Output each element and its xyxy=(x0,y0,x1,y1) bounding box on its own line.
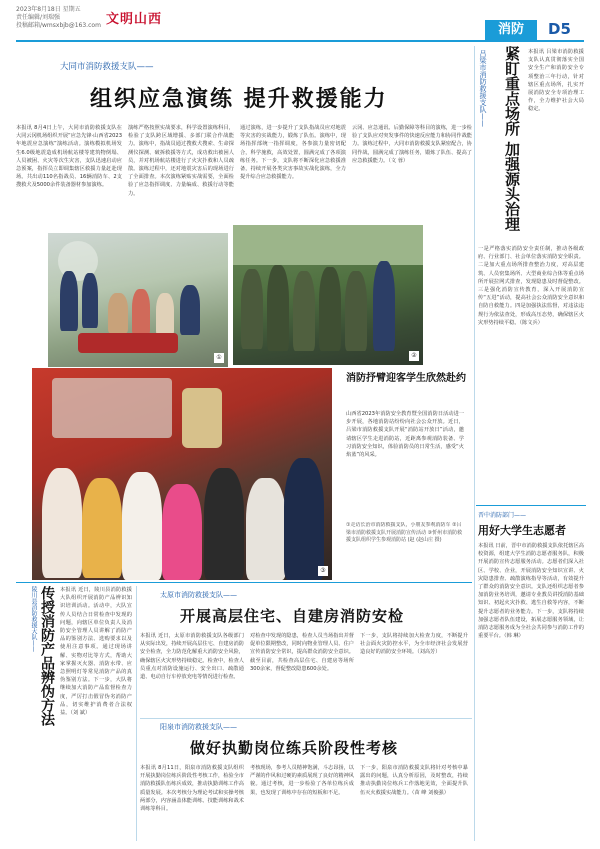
top-article-title: 组织应急演练 提升救援能力 xyxy=(90,87,388,112)
photo-captions: ①走访长治市消防救援支队，小朋友参观消防车 ②吕梁市消防救援支队开展消防宣传活动 ③忻州市消防救援支队组织学生参观消防站 (赵 (赵山庄 摄) xyxy=(346,522,463,544)
side-article-body: 山西省2023年消防安全教育暨全国消防日活动进一步开展，各地消防站纷纷向社会公众开放。近日，吕梁市消防救援支队开展“消防站开放日”活动，邀请辖区学生走进消防站，近距离参观消防装备、学习消防安全知识，体验消防员的日常生活，感受“火焰蓝”的风采。 xyxy=(346,411,464,459)
mid-article-1-kicker: 太原市消防救援支队—— xyxy=(160,591,237,599)
brand-logo: 文明山西 xyxy=(106,12,163,27)
right-separator xyxy=(476,505,586,506)
mid-article-2-title: 做好执勤岗位练兵阶段性考核 xyxy=(190,739,399,757)
lower-left-body: 本报讯 近日，陵川县消防救援大队组织开展消防产品辨识知识培训活动。活动中，大队宣传人员结合日常检查中发现的问题，向辖区单位负责人及消防安全管理人员讲解了消防产品的鉴别方法、选购要求以及使用注意事项。通过现场讲解、实物对比等方式，帮助大家掌握灭火器、消防水带、应急照明灯等常见消防产品的真伪鉴别方法。下一步，大队将继续加大消防产品监督检查力度，严厉打击假冒伪劣消防产品，切实维护消费者合法权益。（刘 斌） xyxy=(60,587,132,717)
photo-2 xyxy=(233,225,423,365)
mid-article-1-col-3: 下一步，支队将持续加大检查力度，不断提升社会面火灾防控水平，为全市经济社会发展营造良好的消防安全环境。（刘高芳） xyxy=(360,633,468,656)
right-kicker-text: 吕梁市消防救援支队—— xyxy=(479,50,487,127)
top-article-col-d: 云冈、应急通讯、后勤保障等科目的演练，进一步检验了支队应对突发事件的快速反应能力和协同作战能力。演练过程中，大同市消防救援支队紧密配合，协同作战，圆满完成了演练任务，锻炼了队伍、提高了应急救援能力。（文 蓉） xyxy=(352,125,472,164)
side-article-title: 消防抒臂迎客学生欣然赴约 xyxy=(346,373,466,384)
right-body-2: 一是严格落实消防安全责任制，推动各级政府、行业部门、社会单位落实消防安全职责。二是加大重点场所排查整治力度，对高层建筑、人员密集场所、大型商业综合体等重点场所开展拉网式排查，发现隐患及时督促整改。三是强化消防宣传教育，深入开展消防宣传“五进”活动，提高社会公众消防安全意识和自防自救能力。四是加强执法监督，对违法违规行为依法查处，形成高压态势，确保辖区火灾形势持续平稳。（陈文兵） xyxy=(478,246,584,326)
mid-article-2-col-1: 本报讯 8月11日，阳泉市消防救援支队组织开展执勤岗位练兵阶段性考核工作，检验全市消防救援队伍练兵成效，推动执勤训练工作高质量发展。本次考核分为理论考试和实操考核两部分，内容涵盖体能训练、技能训练和战术训练等科目。 xyxy=(140,765,244,813)
mid-article-2-kicker: 阳泉市消防救援支队—— xyxy=(160,723,237,731)
issue-date: 2023年8月18日 星期五 xyxy=(16,6,81,13)
photo-2-number: ② xyxy=(409,351,419,361)
mid-article-2-col-2: 考核现场，参考人员精神饱满，斗志昂扬，以严谨的作风和过硬的素质展现了良好的精神风貌。通过考核，进一步检验了各单位练兵成果，也发现了训练中存在的短板和不足。 xyxy=(250,765,354,796)
side-article xyxy=(346,372,468,580)
right-body-3: 本报讯 日前，晋中市消防救援支队依托辖区高校资源，组建大学生消防志愿者服务队，积极开展消防宣传志愿服务活动。志愿者们深入社区、学校、企业，开展消防安全知识宣讲、火灾隐患排查、疏散演练指导等活动，有效提升了群众的消防安全意识。支队还组织志愿者参加消防业务培训，邀请专业教员讲授消防基础知识、初起火灾扑救、逃生自救等内容，不断提升志愿者的业务能力。下一步，支队将持续加强志愿者队伍建设，拓展志愿服务领域，让消防志愿服务成为全社会共同参与消防工作的重要平台。（韩 琳） xyxy=(478,543,584,640)
photo-1-number: ① xyxy=(214,353,224,363)
lower-left-kicker: 陵川县消防救援大队—— xyxy=(30,586,37,652)
right-kicker xyxy=(478,50,498,250)
right-kicker-2: 晋中消防部门—— xyxy=(478,512,527,519)
masthead-meta xyxy=(16,6,101,30)
top-article-col-b: 演练严格按照实战要求，科学设置演练科目，检验了支队跨区域增援、多部门联合作战能力。演练中，指战员通过搜救犬搜索、生命探测仪探测、破拆救援等方式，成功救出被困人员，并对机场航站楼进行了火灾扑救和人员疏散。演练过程中，还对地震灾害后的现场进行了全面排查。本次演练紧贴实战需要，全面检验了应急指挥调度、力量编成、救援行动等能力。 xyxy=(128,125,234,197)
section-tag: 消防 xyxy=(485,20,537,40)
top-article-kicker: 大同市消防救援支队—— xyxy=(60,62,154,72)
top-article-col-a: 本报讯 8月4日上午，大同市消防救援支队在大同云冈机场组织开展“应急先锋·山西省2023年地震应急演练”演练活动。演练模拟机场发生6.0级地震造成机场航站楼等建筑物倒塌、人员被困、火灾等次生灾害，支队迅速启动应急预案，指挥员立即调集辖区救援力量赶赴现场。共出动110名指战员、16辆消防车、2支搜救犬及5000余件装备器材参加演练。 xyxy=(16,125,122,189)
lower-section-rule xyxy=(16,582,472,583)
page-number: D5 xyxy=(548,20,571,38)
editor-line: 责任编辑/刘瑞强 xyxy=(16,14,61,21)
right-title-2: 用好大学生志愿者 xyxy=(478,524,566,537)
masthead-rule xyxy=(16,40,584,42)
mid-article-2-col-3: 下一步，阳泉市消防救援支队将针对考核中暴露出的问题，认真分析原因，及时整改，持续推动执勤岗位练兵工作落地见效，全面提升队伍灭火救援实战能力。（苗 峰 刘俊强） xyxy=(360,765,468,796)
email-line: 投稿邮箱/wmsxbjb@163.com xyxy=(16,22,101,29)
lower-left-title: 传授消防产品辨伪方法 xyxy=(39,586,55,726)
masthead xyxy=(0,0,600,38)
photo-3 xyxy=(32,368,332,580)
top-article-col-c: 通过演练，进一步提升了支队指战员应对地震等灾害的实战能力，锻炼了队伍。演练中，现场指挥部统一指挥调度，各参演力量密切配合，科学施救，高效处置，圆满完成了各项演练任务。下一步，支队将不断深化应急救援准备，持续开展各类灾害事故实战化演练，全力提升综合应急救援能力。 xyxy=(240,125,346,181)
right-title: 紧盯重点场所 加强源头治理 xyxy=(503,46,521,232)
right-body-1: 本报讯 吕梁市消防救援支队认真贯彻落实全国安全生产和消防安全专项整治三年行动，针对辖区重点场所，扎实开展消防安全专项治理工作，全力维护社会大局稳定。 xyxy=(528,49,584,113)
photo-1 xyxy=(48,233,228,367)
mid-article-1-title: 开展高层住宅、自建房消防安检 xyxy=(180,607,405,625)
mid-article-1-col-1: 本报讯 近日，太原市消防救援支队各级部门从实际出发，持续开展高层住宅、自建房消防安全检查，全力防范化解重大消防安全风险，确保辖区火灾形势持续稳定。检查中，检查人员重点对消防设施运行、安全出口、疏散通道、电动自行车停放充电等情况进行检查。 xyxy=(140,633,244,681)
mid-article-1-col-2: 对检查中发现的隐患，检查人员当场指出并督促单位限期整改，同时向物业管理人员、住户宣传消防安全常识，提高群众消防安全意识。截至目前，共检查高层住宅、自建房等场所300余家，督促整改隐患600余处。 xyxy=(250,633,354,672)
lower-left-divider xyxy=(136,586,137,841)
photo-3-number: ③ xyxy=(318,566,328,576)
column-divider xyxy=(474,46,475,841)
